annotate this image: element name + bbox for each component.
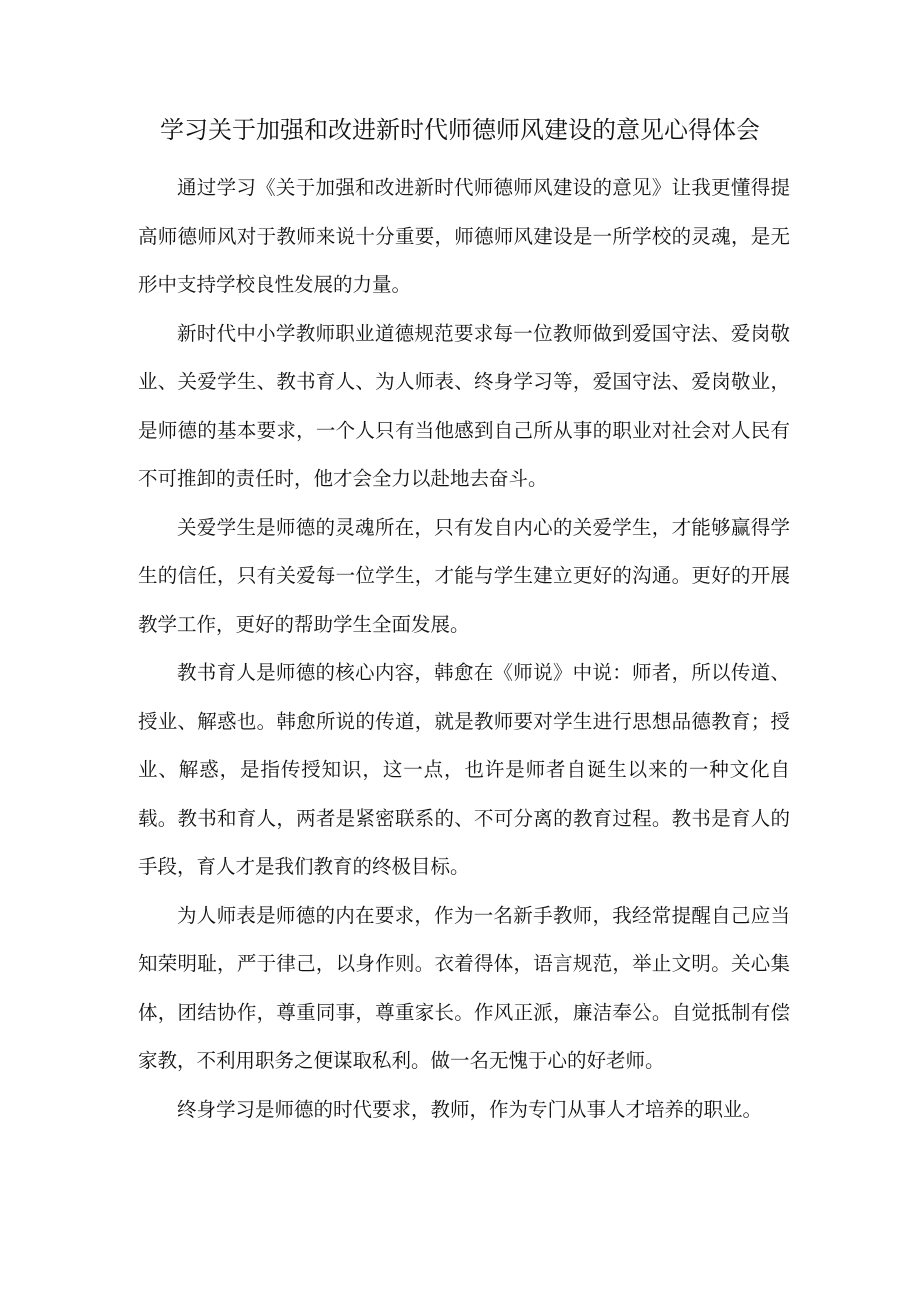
paragraph-6: 终身学习是师德的时代要求，教师，作为专门从事人才培养的职业。	[177, 1097, 763, 1121]
paragraph-1: 通过学习《关于加强和改进新时代师德师风建设的意见》让我更懂得提高师德师风对于教师来说十分重要，师德师风建设是一所学校的灵魂，是无形中支持学校良性发展的力量。	[138, 176, 790, 296]
paragraph-4: 教书育人是师德的核心内容，韩愈在《师说》中说：师者，所以传道、授业、解惑也。韩愈所说的传道，就是教师要对学生进行思想品德教育；授业、解惑，是指传授知识，这一点，也许是师者自诞生以来的一种文化自载。教书和育人，两者是紧密联系的、不可分离的教育过程。教书是育人的手段，育人才是我们教育的终极目标。	[138, 661, 790, 878]
paragraph-3: 关爱学生是师德的灵魂所在，只有发自内心的关爱学生，才能够赢得学生的信任，只有关爱每一位学生，才能与学生建立更好的沟通。更好的开展教学工作，更好的帮助学生全面发展。	[138, 515, 790, 636]
document-title: 学习关于加强和改进新时代师德师风建设的意见心得体会	[160, 116, 760, 144]
paragraph-5: 为人师表是师德的内在要求，作为一名新手教师，我经常提醒自己应当知荣明耻，严于律己，以身作则。衣着得体，语言规范，举止文明。关心集体，团结协作，尊重同事，尊重家长。作风正派，廉洁奉公。自觉抵制有偿家教，不利用职务之便谋取私利。做一名无愧于心的好老师。	[138, 903, 790, 1072]
document-body	[138, 164, 790, 1134]
paragraph-2: 新时代中小学教师职业道德规范要求每一位教师做到爱国守法、爱岗敬业、关爱学生、教书育人、为人师表、终身学习等，爱国守法、爱岗敬业，是师德的基本要求，一个人只有当他感到自己所从事的职业对社会对人民有不可推卸的责任时，他才会全力以赴地去奋斗。	[138, 321, 790, 490]
